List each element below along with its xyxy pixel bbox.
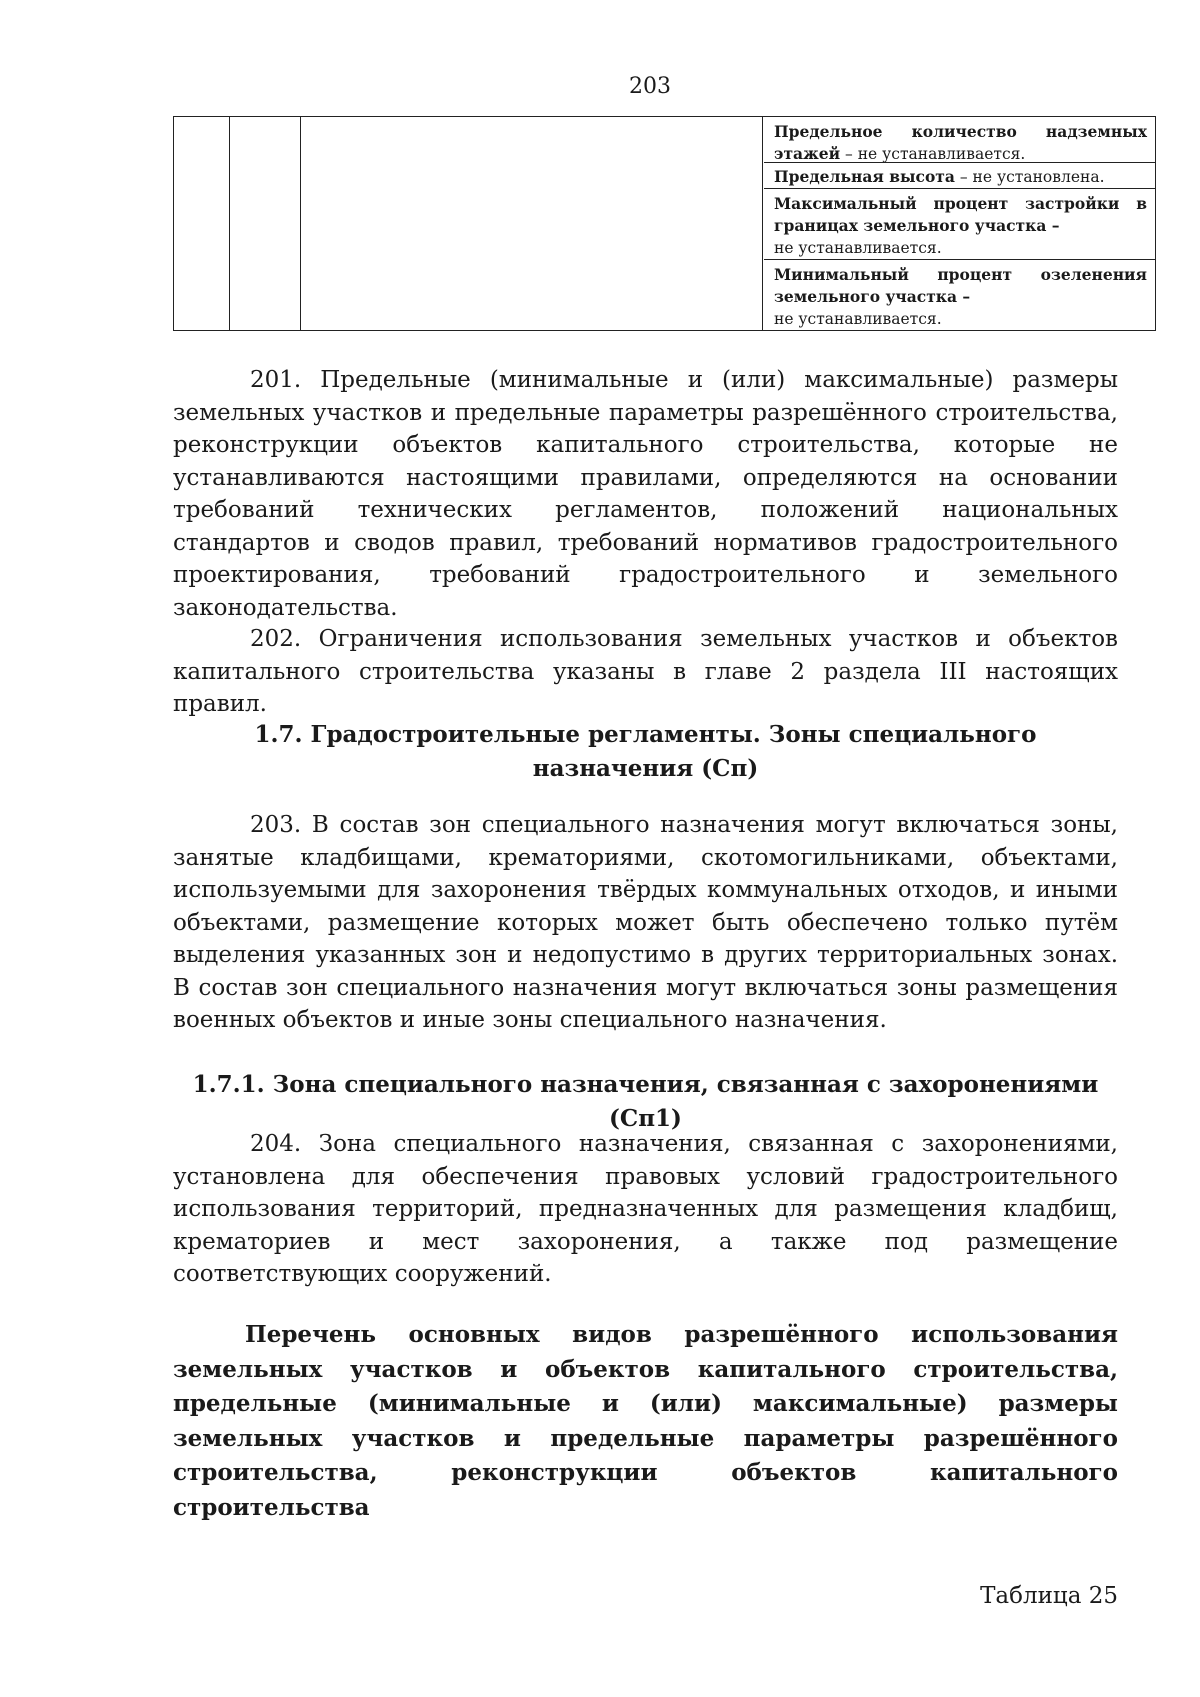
paragraph-202: 202. Ограничения использования земельных участков и объектов капитального строительства указаны в главе 2 раздела III настоящих правил. xyxy=(173,626,1118,717)
parameters-column xyxy=(764,117,1155,330)
paragraph-203: 203. В состав зон специального назначения могут включаться зоны, занятые кладбищами, крематориями, скотомогильниками, объектами, используемыми для захоронения твёрдых коммунальных отходов, и иными объектами, размещение которых может быть обеспечено только путём выделения указанных зон и недопустимо в других территориальных зонах. В состав зон специального назначения могут включаться зоны размещения военных объектов и иные зоны специального назначения. xyxy=(173,812,1118,1033)
paragraph-204: 204. Зона специального назначения, связанная с захоронениями, установлена для обеспечения правовых условий градостроительного использования территорий, предназначенных для размещения кладбищ, крематориев и мест захоронения, а также под размещение соответствующих сооружений. xyxy=(173,1131,1118,1287)
section-heading-1-7: 1.7. Градостроительные регламенты. Зоны специального назначения (Сп) xyxy=(254,721,1037,782)
table-column-divider xyxy=(762,117,763,330)
table-cell-max-floors: Предельное количество надземных этажей – не устанавливается. xyxy=(774,122,1147,163)
table-cell-max-height: Предельная высота – не установлена. xyxy=(764,162,1155,188)
section-heading-1-7-1: 1.7.1. Зона специального назначения, связанная с захоронениями (Сп1) xyxy=(192,1071,1099,1132)
table-cell-min-greening-percent: Минимальный процент озеленения земельного участка – не устанавливается. xyxy=(764,259,1155,332)
continued-table xyxy=(173,116,1156,331)
table-cell-max-building-percent: Максимальный процент застройки в границах земельного участка – не устанавливается. xyxy=(764,188,1155,259)
table-label: Таблица 25 xyxy=(980,1583,1118,1609)
table-column-divider xyxy=(229,117,230,330)
paragraph-201: 201. Предельные (минимальные и (или) максимальные) размеры земельных участков и предельные параметры разрешённого строительства, реконструкции объектов капитального строительства, которые не устанавливаются настоящими правилами, определяются на основании требований технических регламентов, положений национальных стандартов и сводов правил, требований нормативов градостроительного проектирования, требований градостроительного и земельного законодательства. xyxy=(173,367,1118,621)
page-number: 203 xyxy=(629,74,671,99)
table-column-divider xyxy=(300,117,301,330)
list-title: Перечень основных видов разрешённого использования земельных участков и объектов капитального строительства, предельные (минимальные и (или) максимальные) размеры земельных участков и предельные параметры разрешённого строительства, реконструкции объектов капитального строительства xyxy=(173,1321,1118,1521)
